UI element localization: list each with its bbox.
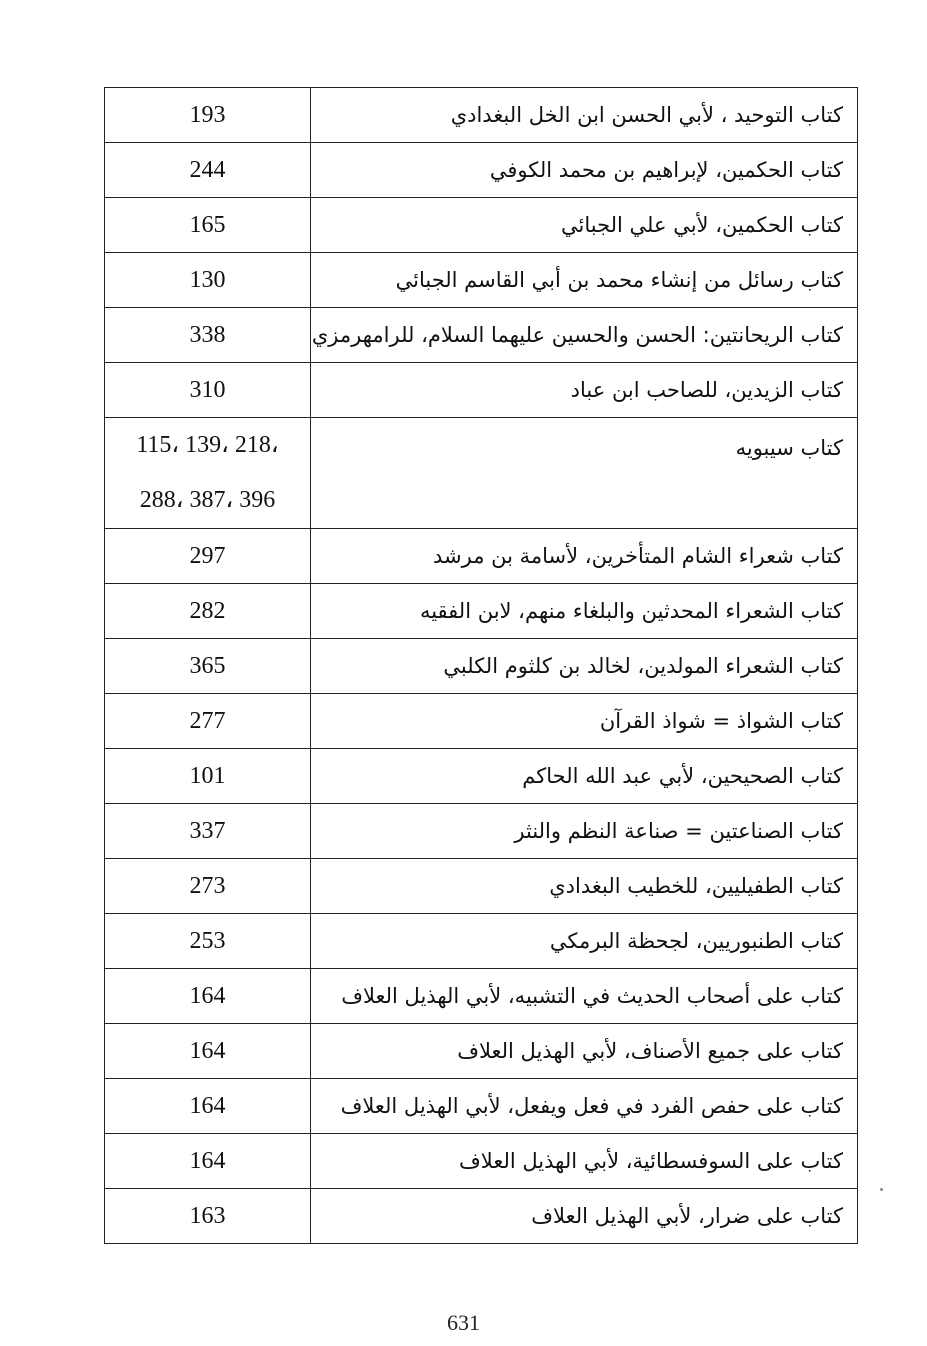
page-refs: 337 (105, 804, 311, 859)
page-refs-line: 288، 387، 396 (139, 487, 276, 513)
table-row (105, 969, 858, 1024)
table-row (105, 694, 858, 749)
book-title: كتاب الصحيحين، لأبي عبد الله الحاكم (311, 749, 858, 804)
book-title: كتاب الشواذ = شواذ القرآن (311, 694, 858, 749)
table-row (105, 529, 858, 584)
table-row (105, 584, 858, 639)
table-row (105, 639, 858, 694)
scan-speck (880, 1188, 883, 1191)
page-refs: 365 (105, 639, 311, 694)
table-row (105, 143, 858, 198)
table-row (105, 418, 858, 529)
table-row (105, 1134, 858, 1189)
page-refs: 164 (105, 969, 311, 1024)
book-title: كتاب شعراء الشام المتأخرين، لأسامة بن مرشد (311, 529, 858, 584)
book-title: كتاب الزيدين، للصاحب ابن عباد (311, 363, 858, 418)
book-title: كتاب رسائل من إنشاء محمد بن أبي القاسم الجبائي (311, 253, 858, 308)
page-refs-line: 115، 139، 218، (136, 432, 279, 458)
table-row (105, 1189, 858, 1244)
book-title: كتاب الشعراء المحدثين والبلغاء منهم، لابن الفقيه (311, 584, 858, 639)
book-title: كتاب على السوفسطائية، لأبي الهذيل العلاف (311, 1134, 858, 1189)
table-row (105, 198, 858, 253)
page-refs: 297 (105, 529, 311, 584)
book-title: كتاب على جميع الأصناف، لأبي الهذيل العلاف (311, 1024, 858, 1079)
page-refs: 164 (105, 1024, 311, 1079)
book-title: كتاب التوحيد ، لأبي الحسن ابن الخل البغدادي (311, 88, 858, 143)
page-refs: 282 (105, 584, 311, 639)
page-number: 631 (447, 1310, 480, 1335)
page-refs: 163 (105, 1189, 311, 1244)
table-row (105, 749, 858, 804)
table-row (105, 804, 858, 859)
table-row (105, 859, 858, 914)
book-title: كتاب على ضرار، لأبي الهذيل العلاف (311, 1189, 858, 1244)
page-refs: 253 (105, 914, 311, 969)
book-title: كتاب على حفص الفرد في فعل ويفعل، لأبي الهذيل العلاف (311, 1079, 858, 1134)
book-title: كتاب على أصحاب الحديث في التشبيه، لأبي الهذيل العلاف (311, 969, 858, 1024)
book-title: كتاب الريحانتين: الحسن والحسين عليهما السلام، للرامهرمزي (311, 308, 858, 363)
book-title: كتاب الشعراء المولدين، لخالد بن كلثوم الكلبي (311, 639, 858, 694)
book-title: كتاب الصناعتين = صناعة النظم والنثر (311, 804, 858, 859)
page-refs: 310 (105, 363, 311, 418)
book-title: كتاب الطفيليين، للخطيب البغدادي (311, 859, 858, 914)
table-row (105, 363, 858, 418)
page-refs (105, 418, 311, 529)
table-row (105, 88, 858, 143)
book-title: كتاب الطنبوريين، لجحظة البرمكي (311, 914, 858, 969)
book-index-table (104, 87, 858, 1244)
table-row (105, 253, 858, 308)
book-title: كتاب الحكمين، لأبي علي الجبائي (311, 198, 858, 253)
page-refs: 164 (105, 1079, 311, 1134)
page-refs: 193 (105, 88, 311, 143)
page-refs: 273 (105, 859, 311, 914)
page-refs: 338 (105, 308, 311, 363)
table-row (105, 914, 858, 969)
page-refs: 164 (105, 1134, 311, 1189)
book-title: كتاب سيبويه (311, 418, 858, 529)
table-row (105, 1024, 858, 1079)
page-refs: 130 (105, 253, 311, 308)
page-refs: 101 (105, 749, 311, 804)
table-row (105, 1079, 858, 1134)
page-refs: 277 (105, 694, 311, 749)
page-refs: 165 (105, 198, 311, 253)
book-title: كتاب الحكمين، لإبراهيم بن محمد الكوفي (311, 143, 858, 198)
page-refs: 244 (105, 143, 311, 198)
table-row (105, 308, 858, 363)
